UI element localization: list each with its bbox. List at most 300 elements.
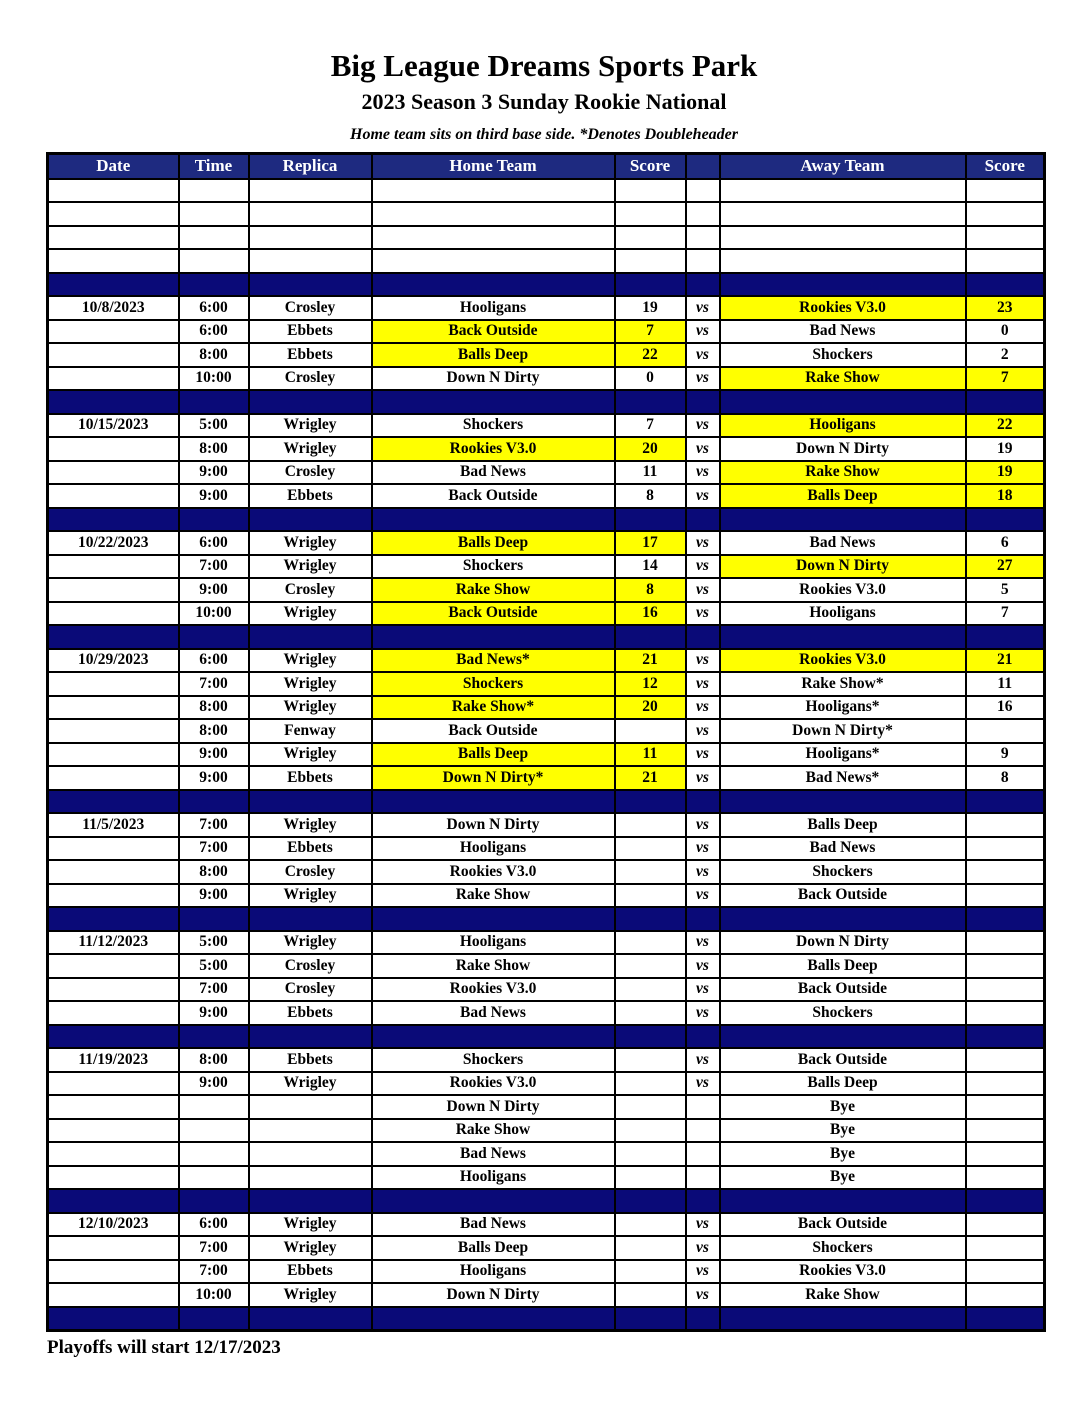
separator-cell <box>249 1307 372 1331</box>
replica-cell: Crosley <box>249 461 372 485</box>
date-cell <box>48 249 179 273</box>
game-row <box>48 602 1045 626</box>
home-score-cell <box>615 813 686 837</box>
time-cell: 10:00 <box>179 1283 249 1307</box>
separator-cell <box>249 1025 372 1049</box>
away-score-cell <box>966 931 1045 955</box>
separator-row <box>48 625 1045 649</box>
away-score-cell <box>966 1119 1045 1143</box>
away-team-cell: Down N Dirty* <box>720 719 966 743</box>
separator-cell <box>615 390 686 414</box>
separator-cell <box>615 1189 686 1213</box>
home-team-cell: Hooligans <box>372 1260 615 1284</box>
time-cell <box>179 1166 249 1190</box>
home-team-cell: Down N Dirty <box>372 813 615 837</box>
home-score-cell <box>615 1260 686 1284</box>
time-cell: 8:00 <box>179 860 249 884</box>
home-team-cell: Balls Deep <box>372 343 615 367</box>
date-cell <box>48 1236 179 1260</box>
home-team-cell <box>372 249 615 273</box>
vs-cell: vs <box>686 555 720 579</box>
replica-cell: Wrigley <box>249 414 372 438</box>
date-cell <box>48 202 179 226</box>
away-team-cell: Hooligans* <box>720 743 966 767</box>
replica-cell: Ebbets <box>249 484 372 508</box>
separator-cell <box>615 273 686 297</box>
away-score-cell: 5 <box>966 578 1045 602</box>
separator-cell <box>249 390 372 414</box>
date-cell <box>48 954 179 978</box>
away-score-cell <box>966 1260 1045 1284</box>
away-score-cell <box>966 978 1045 1002</box>
date-cell <box>48 437 179 461</box>
vs-cell: vs <box>686 367 720 391</box>
away-team-cell <box>720 249 966 273</box>
home-score-cell: 17 <box>615 531 686 555</box>
separator-cell <box>48 1189 179 1213</box>
vs-cell: vs <box>686 531 720 555</box>
date-cell: 11/19/2023 <box>48 1048 179 1072</box>
home-team-cell: Down N Dirty <box>372 1283 615 1307</box>
note-line: Home team sits on third base side. *Denotes Doubleheader <box>350 125 738 143</box>
home-team-cell: Rookies V3.0 <box>372 437 615 461</box>
date-cell <box>48 484 179 508</box>
date-cell <box>48 696 179 720</box>
game-row <box>48 860 1045 884</box>
time-cell: 9:00 <box>179 484 249 508</box>
away-team-cell: Hooligans <box>720 414 966 438</box>
away-score-cell: 19 <box>966 461 1045 485</box>
separator-cell <box>249 907 372 931</box>
game-row <box>48 1236 1045 1260</box>
home-team-cell: Shockers <box>372 555 615 579</box>
away-team-cell: Rake Show <box>720 461 966 485</box>
away-team-cell: Back Outside <box>720 1213 966 1237</box>
time-cell: 8:00 <box>179 719 249 743</box>
away-team-cell: Shockers <box>720 1236 966 1260</box>
replica-cell: Wrigley <box>249 1283 372 1307</box>
home-team-cell: Rake Show* <box>372 696 615 720</box>
date-cell <box>48 978 179 1002</box>
separator-cell <box>686 1025 720 1049</box>
time-cell <box>179 249 249 273</box>
time-cell <box>179 1119 249 1143</box>
date-cell <box>48 367 179 391</box>
away-team-cell: Down N Dirty <box>720 437 966 461</box>
home-score-cell <box>615 1095 686 1119</box>
date-cell: 12/10/2023 <box>48 1213 179 1237</box>
home-score-cell <box>615 860 686 884</box>
away-score-cell <box>966 1283 1045 1307</box>
home-score-cell: 0 <box>615 367 686 391</box>
separator-cell <box>48 625 179 649</box>
game-row <box>48 1142 1045 1166</box>
away-score-cell <box>966 837 1045 861</box>
separator-cell <box>48 508 179 532</box>
separator-cell <box>48 273 179 297</box>
separator-cell <box>179 390 249 414</box>
away-team-cell: Balls Deep <box>720 484 966 508</box>
footer-note: Playoffs will start 12/17/2023 <box>47 1337 281 1359</box>
time-cell: 7:00 <box>179 672 249 696</box>
replica-cell <box>249 249 372 273</box>
page-subtitle: 2023 Season 3 Sunday Rookie National <box>361 88 727 114</box>
separator-cell <box>720 1307 966 1331</box>
date-cell: 10/8/2023 <box>48 296 179 320</box>
date-cell <box>48 1142 179 1166</box>
date-cell <box>48 860 179 884</box>
date-cell <box>48 179 179 203</box>
away-team-cell: Rookies V3.0 <box>720 578 966 602</box>
home-score-cell: 7 <box>615 320 686 344</box>
away-team-cell <box>720 202 966 226</box>
away-score-cell: 22 <box>966 414 1045 438</box>
replica-cell: Wrigley <box>249 672 372 696</box>
home-score-cell <box>615 1048 686 1072</box>
away-score-cell <box>966 1142 1045 1166</box>
home-score-cell <box>615 954 686 978</box>
vs-cell: vs <box>686 320 720 344</box>
separator-cell <box>372 1307 615 1331</box>
vs-cell: vs <box>686 743 720 767</box>
separator-cell <box>966 625 1045 649</box>
home-score-cell: 16 <box>615 602 686 626</box>
away-team-cell: Balls Deep <box>720 1072 966 1096</box>
separator-row <box>48 1189 1045 1213</box>
home-team-cell: Bad News <box>372 461 615 485</box>
home-team-cell <box>372 202 615 226</box>
home-team-cell: Balls Deep <box>372 1236 615 1260</box>
blank-row <box>48 202 1045 226</box>
column-header-home-team: Home Team <box>372 153 615 179</box>
away-team-cell: Hooligans <box>720 602 966 626</box>
vs-cell: vs <box>686 602 720 626</box>
away-score-cell <box>966 249 1045 273</box>
separator-cell <box>249 273 372 297</box>
time-cell <box>179 1095 249 1119</box>
home-team-cell: Back Outside <box>372 484 615 508</box>
home-team-cell: Hooligans <box>372 1166 615 1190</box>
replica-cell: Wrigley <box>249 531 372 555</box>
replica-cell: Ebbets <box>249 1048 372 1072</box>
home-score-cell <box>615 202 686 226</box>
replica-cell <box>249 1166 372 1190</box>
blank-row <box>48 249 1045 273</box>
time-cell: 6:00 <box>179 296 249 320</box>
vs-cell: vs <box>686 860 720 884</box>
game-row <box>48 484 1045 508</box>
time-cell: 9:00 <box>179 766 249 790</box>
away-score-cell: 18 <box>966 484 1045 508</box>
time-cell: 6:00 <box>179 1213 249 1237</box>
game-row <box>48 296 1045 320</box>
away-score-cell: 23 <box>966 296 1045 320</box>
separator-cell <box>179 273 249 297</box>
away-team-cell: Back Outside <box>720 978 966 1002</box>
vs-cell: vs <box>686 1213 720 1237</box>
away-team-cell: Down N Dirty <box>720 931 966 955</box>
vs-cell: vs <box>686 461 720 485</box>
date-cell: 11/5/2023 <box>48 813 179 837</box>
separator-cell <box>720 1025 966 1049</box>
vs-cell: vs <box>686 1236 720 1260</box>
home-score-cell <box>615 837 686 861</box>
home-score-cell: 20 <box>615 437 686 461</box>
game-row <box>48 766 1045 790</box>
away-score-cell <box>966 1095 1045 1119</box>
away-score-cell <box>966 719 1045 743</box>
time-cell: 8:00 <box>179 1048 249 1072</box>
date-cell <box>48 743 179 767</box>
away-team-cell: Shockers <box>720 343 966 367</box>
away-team-cell: Bad News <box>720 320 966 344</box>
vs-cell: vs <box>686 296 720 320</box>
column-header-vs <box>686 153 720 179</box>
replica-cell: Crosley <box>249 954 372 978</box>
game-row <box>48 884 1045 908</box>
away-score-cell: 27 <box>966 555 1045 579</box>
home-team-cell: Shockers <box>372 672 615 696</box>
away-team-cell: Back Outside <box>720 1048 966 1072</box>
separator-cell <box>48 790 179 814</box>
away-team-cell: Balls Deep <box>720 813 966 837</box>
date-cell <box>48 1260 179 1284</box>
home-team-cell: Down N Dirty <box>372 1095 615 1119</box>
game-row <box>48 837 1045 861</box>
separator-cell <box>372 390 615 414</box>
away-score-cell: 9 <box>966 743 1045 767</box>
separator-cell <box>615 508 686 532</box>
home-team-cell: Rookies V3.0 <box>372 1072 615 1096</box>
home-score-cell <box>615 1142 686 1166</box>
vs-cell: vs <box>686 696 720 720</box>
time-cell: 7:00 <box>179 978 249 1002</box>
separator-cell <box>48 1025 179 1049</box>
away-team-cell: Bad News <box>720 837 966 861</box>
date-cell <box>48 1283 179 1307</box>
away-team-cell: Balls Deep <box>720 954 966 978</box>
away-score-cell: 7 <box>966 602 1045 626</box>
away-score-cell <box>966 954 1045 978</box>
replica-cell: Wrigley <box>249 555 372 579</box>
replica-cell: Wrigley <box>249 649 372 673</box>
time-cell: 7:00 <box>179 555 249 579</box>
away-team-cell: Back Outside <box>720 884 966 908</box>
separator-cell <box>615 1025 686 1049</box>
replica-cell: Crosley <box>249 296 372 320</box>
time-cell <box>179 226 249 250</box>
away-team-cell: Bye <box>720 1166 966 1190</box>
date-cell: 10/15/2023 <box>48 414 179 438</box>
separator-cell <box>686 625 720 649</box>
separator-cell <box>720 390 966 414</box>
separator-cell <box>615 625 686 649</box>
date-cell <box>48 1166 179 1190</box>
replica-cell: Wrigley <box>249 1213 372 1237</box>
vs-cell: vs <box>686 813 720 837</box>
vs-cell: vs <box>686 978 720 1002</box>
away-score-cell <box>966 202 1045 226</box>
separator-cell <box>966 1307 1045 1331</box>
game-row <box>48 813 1045 837</box>
separator-cell <box>372 790 615 814</box>
separator-cell <box>179 1025 249 1049</box>
replica-cell: Ebbets <box>249 766 372 790</box>
away-team-cell: Rookies V3.0 <box>720 649 966 673</box>
separator-cell <box>686 790 720 814</box>
away-team-cell: Rake Show <box>720 367 966 391</box>
home-team-cell: Rookies V3.0 <box>372 978 615 1002</box>
separator-cell <box>372 1025 615 1049</box>
game-row <box>48 578 1045 602</box>
game-row <box>48 978 1045 1002</box>
vs-cell: vs <box>686 649 720 673</box>
separator-cell <box>615 907 686 931</box>
replica-cell: Fenway <box>249 719 372 743</box>
home-team-cell: Down N Dirty <box>372 367 615 391</box>
replica-cell: Crosley <box>249 860 372 884</box>
home-team-cell: Hooligans <box>372 837 615 861</box>
column-header-score: Score <box>966 153 1045 179</box>
separator-cell <box>249 508 372 532</box>
replica-cell <box>249 1119 372 1143</box>
separator-cell <box>720 907 966 931</box>
vs-cell: vs <box>686 837 720 861</box>
game-row <box>48 414 1045 438</box>
vs-cell: vs <box>686 766 720 790</box>
game-row <box>48 696 1045 720</box>
vs-cell <box>686 179 720 203</box>
vs-cell: vs <box>686 1001 720 1025</box>
time-cell: 6:00 <box>179 649 249 673</box>
date-cell <box>48 1001 179 1025</box>
away-score-cell: 2 <box>966 343 1045 367</box>
game-row <box>48 367 1045 391</box>
separator-cell <box>720 508 966 532</box>
vs-cell: vs <box>686 1260 720 1284</box>
game-row <box>48 1001 1045 1025</box>
away-score-cell <box>966 813 1045 837</box>
separator-cell <box>615 790 686 814</box>
replica-cell: Wrigley <box>249 1072 372 1096</box>
date-cell <box>48 1119 179 1143</box>
away-team-cell: Rake Show* <box>720 672 966 696</box>
home-score-cell: 7 <box>615 414 686 438</box>
separator-cell <box>179 625 249 649</box>
time-cell: 8:00 <box>179 696 249 720</box>
away-score-cell <box>966 884 1045 908</box>
game-row <box>48 1048 1045 1072</box>
separator-row <box>48 907 1045 931</box>
time-cell: 9:00 <box>179 1001 249 1025</box>
date-cell: 10/29/2023 <box>48 649 179 673</box>
replica-cell: Wrigley <box>249 602 372 626</box>
separator-row <box>48 1025 1045 1049</box>
vs-cell: vs <box>686 1283 720 1307</box>
away-team-cell: Rake Show <box>720 1283 966 1307</box>
home-score-cell <box>615 226 686 250</box>
separator-cell <box>179 1307 249 1331</box>
separator-cell <box>615 1307 686 1331</box>
away-team-cell: Bye <box>720 1142 966 1166</box>
game-row <box>48 931 1045 955</box>
schedule-table <box>46 152 1046 1333</box>
home-team-cell: Rake Show <box>372 884 615 908</box>
away-score-cell: 19 <box>966 437 1045 461</box>
vs-cell: vs <box>686 437 720 461</box>
separator-cell <box>372 508 615 532</box>
time-cell: 5:00 <box>179 414 249 438</box>
replica-cell: Crosley <box>249 978 372 1002</box>
separator-cell <box>179 508 249 532</box>
away-score-cell: 8 <box>966 766 1045 790</box>
separator-cell <box>720 625 966 649</box>
home-team-cell: Back Outside <box>372 320 615 344</box>
home-score-cell: 8 <box>615 484 686 508</box>
home-team-cell: Back Outside <box>372 602 615 626</box>
date-cell <box>48 578 179 602</box>
separator-cell <box>372 625 615 649</box>
vs-cell: vs <box>686 884 720 908</box>
vs-cell: vs <box>686 1048 720 1072</box>
separator-cell <box>686 907 720 931</box>
away-score-cell: 16 <box>966 696 1045 720</box>
home-score-cell <box>615 249 686 273</box>
away-score-cell <box>966 226 1045 250</box>
separator-cell <box>966 790 1045 814</box>
game-row <box>48 1213 1045 1237</box>
home-team-cell: Rake Show <box>372 1119 615 1143</box>
replica-cell: Crosley <box>249 367 372 391</box>
away-team-cell: Bad News* <box>720 766 966 790</box>
home-team-cell: Shockers <box>372 1048 615 1072</box>
home-team-cell: Bad News <box>372 1142 615 1166</box>
date-cell <box>48 1095 179 1119</box>
home-score-cell: 14 <box>615 555 686 579</box>
game-row <box>48 320 1045 344</box>
vs-cell: vs <box>686 719 720 743</box>
time-cell: 5:00 <box>179 954 249 978</box>
replica-cell: Ebbets <box>249 343 372 367</box>
home-team-cell: Balls Deep <box>372 531 615 555</box>
vs-cell <box>686 1166 720 1190</box>
home-team-cell: Hooligans <box>372 931 615 955</box>
home-score-cell: 21 <box>615 649 686 673</box>
separator-cell <box>179 790 249 814</box>
away-score-cell: 11 <box>966 672 1045 696</box>
game-row <box>48 1283 1045 1307</box>
vs-cell: vs <box>686 414 720 438</box>
game-row <box>48 1260 1045 1284</box>
date-cell <box>48 461 179 485</box>
separator-row <box>48 390 1045 414</box>
vs-cell <box>686 202 720 226</box>
home-score-cell <box>615 1236 686 1260</box>
date-cell <box>48 555 179 579</box>
vs-cell: vs <box>686 578 720 602</box>
away-team-cell: Hooligans* <box>720 696 966 720</box>
replica-cell: Crosley <box>249 578 372 602</box>
home-team-cell: Shockers <box>372 414 615 438</box>
away-score-cell <box>966 1213 1045 1237</box>
vs-cell: vs <box>686 954 720 978</box>
away-score-cell <box>966 1072 1045 1096</box>
separator-cell <box>48 390 179 414</box>
date-cell <box>48 1072 179 1096</box>
game-row <box>48 954 1045 978</box>
time-cell <box>179 202 249 226</box>
away-score-cell: 0 <box>966 320 1045 344</box>
